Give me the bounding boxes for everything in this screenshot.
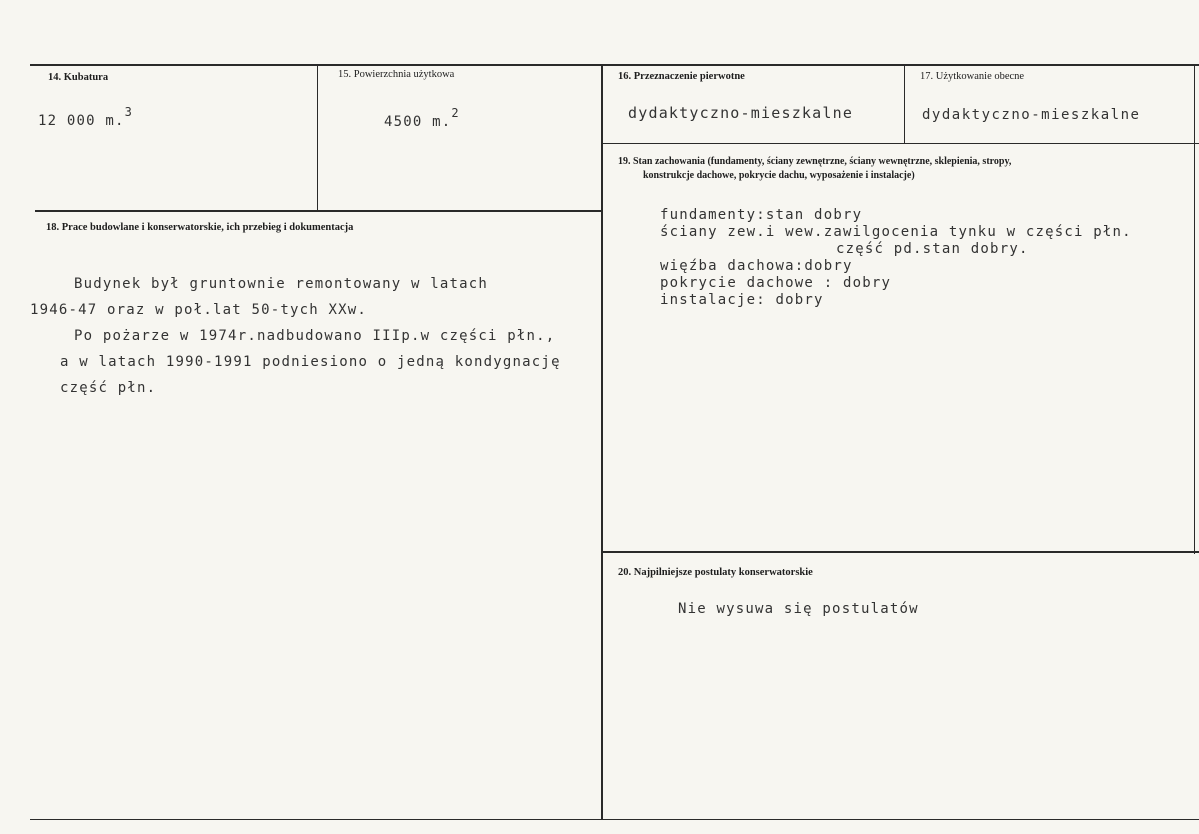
row-divider-right-1 bbox=[603, 143, 1199, 144]
field-16-value: dydaktyczno-mieszkalne bbox=[628, 104, 854, 122]
field-19-line: fundamenty:stan dobry bbox=[660, 207, 863, 223]
field-15-value bbox=[384, 106, 459, 130]
field-17-label: 17. Użytkowanie obecne bbox=[920, 71, 1025, 82]
field-15-unit-exponent: 2 bbox=[451, 106, 459, 120]
right-border bbox=[1194, 64, 1195, 554]
field-17-value: dydaktyczno-mieszkalne bbox=[922, 107, 1141, 123]
row-divider-right-2 bbox=[603, 551, 1199, 553]
divider-14-15 bbox=[317, 64, 318, 210]
field-18-label: 18. Prace budowlane i konserwatorskie, ich przebieg i dokumentacja bbox=[46, 222, 354, 233]
field-18-line: część płn. bbox=[60, 380, 157, 396]
divider-left-right bbox=[601, 64, 603, 820]
field-19-label-line-2: konstrukcje dachowe, pokrycie dachu, wyposażenie i instalacje) bbox=[643, 170, 915, 181]
field-19-line: więźba dachowa:dobry bbox=[660, 258, 853, 274]
field-18-line: Budynek był gruntownie remontowany w latach bbox=[74, 276, 489, 292]
field-18-text bbox=[30, 271, 561, 401]
field-18-line: Po pożarze w 1974r.nadbudowano IIIp.w części płn., bbox=[74, 328, 556, 344]
field-14-value bbox=[38, 105, 132, 129]
field-20-label: 20. Najpilniejsze postulaty konserwatorskie bbox=[618, 567, 813, 578]
field-14-label: 14. Kubatura bbox=[48, 72, 109, 83]
top-border bbox=[30, 64, 1199, 66]
field-15-label: 15. Powierzchnia użytkowa bbox=[338, 69, 455, 80]
field-14-unit-exponent: 3 bbox=[124, 105, 132, 119]
divider-16-17 bbox=[904, 64, 905, 144]
field-19-line: ściany zew.i wew.zawilgocenia tynku w części płn. bbox=[660, 224, 1132, 240]
field-19-line: instalacje: dobry bbox=[660, 292, 824, 308]
field-14-number: 12 000 m. bbox=[38, 113, 125, 129]
field-18-line: a w latach 1990-1991 podniesiono o jedną kondygnację bbox=[60, 354, 561, 370]
field-18-line: 1946-47 oraz w poł.lat 50-tych XXw. bbox=[30, 302, 368, 318]
field-19-line: pokrycie dachowe : dobry bbox=[660, 275, 892, 291]
field-16-label: 16. Przeznaczenie pierwotne bbox=[618, 71, 745, 82]
field-20-value: Nie wysuwa się postulatów bbox=[678, 601, 919, 617]
field-19-label-line-1: 19. Stan zachowania (fundamenty, ściany zewnętrzne, ściany wewnętrzne, sklepienia, stropy, bbox=[618, 156, 1012, 167]
field-19-text bbox=[660, 207, 1132, 309]
bottom-border bbox=[30, 819, 1199, 820]
row-divider-left-1 bbox=[35, 210, 602, 212]
field-15-number: 4500 m. bbox=[384, 114, 452, 130]
field-19-line: część pd.stan dobry. bbox=[836, 241, 1029, 257]
